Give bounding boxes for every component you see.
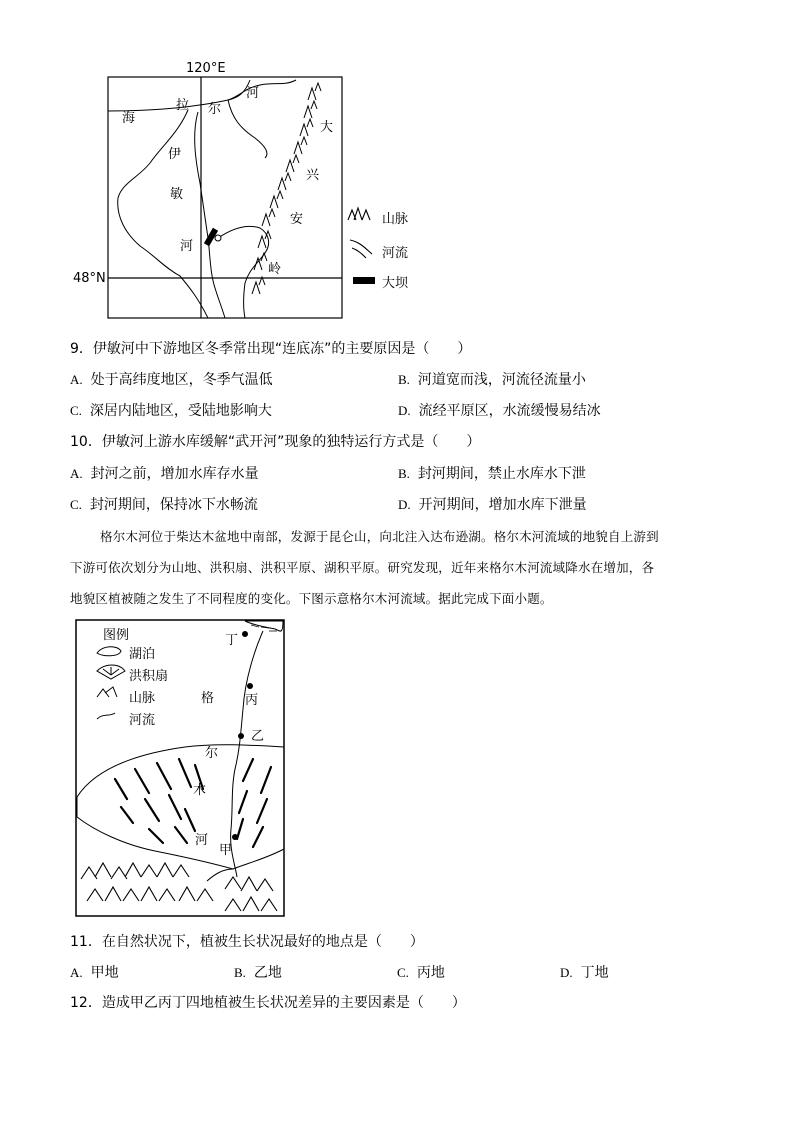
option-letter: D. — [560, 965, 573, 980]
map1-char: 兴 — [306, 168, 320, 183]
mountain-range-bottom — [81, 863, 277, 911]
option-letter: B. — [398, 466, 410, 481]
legend-dam-label: 大坝 — [382, 276, 409, 291]
option-text: 深居内陆地区，受陆地影响大 — [89, 403, 272, 419]
option-letter: A. — [70, 965, 83, 980]
mountain-symbol — [278, 178, 286, 190]
mountain-symbol — [300, 124, 308, 136]
map2-svg — [75, 619, 287, 919]
mountain-symbol — [262, 214, 270, 226]
passage-line-3: 地貌区植被随之发生了不同程度的变化。下图示意格尔木河流域。据此完成下面小题。 — [70, 591, 553, 606]
map2-char: 河 — [195, 833, 209, 848]
mountain-symbol — [252, 282, 260, 294]
option-letter: D. — [398, 403, 411, 418]
legend-river-icon — [97, 713, 115, 719]
legend-river-label: 河流 — [129, 713, 156, 728]
legend-mountain-icon — [97, 687, 117, 697]
q9-option-d[interactable] — [398, 402, 601, 420]
question-12-stem: 12．造成甲乙丙丁四地植被生长状况差异的主要因素是（ ） — [70, 995, 466, 1011]
lake-shape — [245, 621, 283, 631]
q11-option-b[interactable] — [234, 964, 282, 982]
tributary-river — [228, 100, 267, 158]
option-letter: B. — [398, 372, 410, 387]
map1-char: 伊 — [168, 147, 182, 162]
option-text: 流经平原区，水流缓慢易结冰 — [418, 403, 601, 419]
map2-char: 木 — [193, 783, 207, 798]
mountains-group — [252, 83, 321, 294]
map1-char: 河 — [180, 239, 194, 254]
legend-lake-icon — [97, 647, 121, 656]
mountain-symbol — [254, 258, 262, 270]
hailar-river — [108, 80, 296, 111]
option-letter: A. — [70, 372, 83, 387]
option-text: 封河期间，禁止水库水下泄 — [417, 466, 586, 482]
q10-option-d[interactable] — [398, 496, 587, 514]
point-yi-label: 乙 — [251, 729, 265, 744]
mountain-symbol — [308, 88, 316, 100]
mountain-symbol — [304, 106, 312, 118]
q11-option-d[interactable] — [560, 964, 609, 982]
map1-char: 海 — [122, 111, 136, 126]
reservoir-mark — [215, 235, 221, 241]
q11-option-c[interactable] — [397, 964, 445, 982]
map1-char: 岭 — [268, 262, 282, 277]
option-text: 丁地 — [580, 965, 609, 981]
option-text: 甲地 — [90, 965, 119, 981]
point-jia-label: 甲 — [219, 843, 233, 858]
q10-option-a[interactable] — [70, 465, 259, 483]
q9-option-c[interactable] — [70, 402, 272, 420]
map1-char: 拉 — [176, 98, 190, 113]
option-letter: C. — [70, 497, 82, 512]
q9-option-a[interactable] — [70, 371, 273, 389]
fan-strokes — [115, 759, 271, 847]
legend-title: 图例 — [103, 628, 130, 643]
map1-frame — [108, 77, 342, 318]
point-ding-dot — [242, 631, 248, 637]
point-ding-label: 丁 — [225, 633, 239, 648]
map1-legend-symbols — [348, 208, 372, 258]
option-text: 开河期间，增加水库下泄量 — [418, 497, 587, 513]
passage-line-2: 下游可依次划分为山地、洪积扇、洪积平原、湖积平原。研究发现，近年来格尔木河流域降水在增加，各 — [70, 560, 655, 575]
yimin-river-east — [195, 112, 225, 318]
point-bing-label: 丙 — [245, 693, 259, 708]
legend-river-icon — [350, 240, 372, 258]
option-letter: D. — [398, 497, 411, 512]
question-9-stem: 9．伊敏河中下游地区冬季常出现“连底冻”的主要原因是（ ） — [70, 341, 472, 357]
option-text: 丙地 — [416, 965, 445, 981]
map2-figure — [75, 619, 287, 919]
map2-legend-icons — [97, 647, 125, 719]
legend-fan-label: 洪积扇 — [129, 669, 169, 684]
option-letter: C. — [70, 403, 82, 418]
map1-char: 河 — [246, 86, 260, 101]
mountain-symbol — [258, 236, 266, 248]
option-letter: C. — [397, 965, 409, 980]
geermu-river — [231, 631, 263, 877]
legend-mountain-label: 山脉 — [129, 691, 156, 706]
option-text: 封河之前，增加水库存水量 — [90, 466, 259, 482]
q9-option-b[interactable] — [398, 371, 586, 389]
mountain-symbol — [270, 196, 278, 208]
legend-river-label: 河流 — [382, 246, 409, 261]
q10-option-b[interactable] — [398, 465, 586, 483]
q10-option-c[interactable] — [70, 496, 258, 514]
option-text: 封河期间，保持冰下水畅流 — [89, 497, 258, 513]
label-48n: 48°N — [73, 271, 106, 286]
option-letter: B. — [234, 965, 246, 980]
map1-char: 敏 — [170, 187, 184, 202]
option-text: 处于高纬度地区，冬季气温低 — [90, 372, 273, 388]
mountain-symbol — [286, 160, 294, 172]
river-source — [207, 869, 233, 881]
map1-char: 安 — [290, 212, 304, 227]
map1-char: 大 — [320, 120, 334, 135]
map1-figure — [60, 58, 420, 328]
option-text: 乙地 — [253, 965, 282, 981]
question-11-stem: 11．在自然状况下，植被生长状况最好的地点是（ ） — [70, 934, 424, 950]
q11-option-a[interactable] — [70, 964, 119, 982]
legend-mountain-label: 山脉 — [382, 212, 409, 227]
legend-dam-icon — [353, 277, 375, 284]
map2-char: 尔 — [205, 746, 219, 761]
map2-char: 格 — [201, 691, 215, 706]
legend-lake-label: 湖泊 — [129, 647, 156, 662]
label-120e: 120°E — [186, 61, 226, 76]
option-letter: A. — [70, 466, 83, 481]
passage-line-1: 格尔木河位于柴达木盆地中南部，发源于昆仑山，向北注入达布逊湖。格尔木河流域的地貌自上游到 — [100, 529, 659, 544]
point-jia-dot — [232, 834, 238, 840]
legend-fan-icon — [97, 665, 125, 679]
map1-svg — [60, 58, 420, 328]
question-10-stem: 10．伊敏河上游水库缓解“武开河”现象的独特运行方式是（ ） — [70, 434, 481, 450]
map1-char: 尔 — [208, 102, 222, 117]
option-text: 河道宽而浅，河流径流量小 — [417, 372, 586, 388]
map2-frame — [76, 620, 284, 916]
mountain-symbol — [294, 142, 302, 154]
legend-mountain-icon — [348, 208, 370, 220]
point-yi-dot — [238, 733, 244, 739]
